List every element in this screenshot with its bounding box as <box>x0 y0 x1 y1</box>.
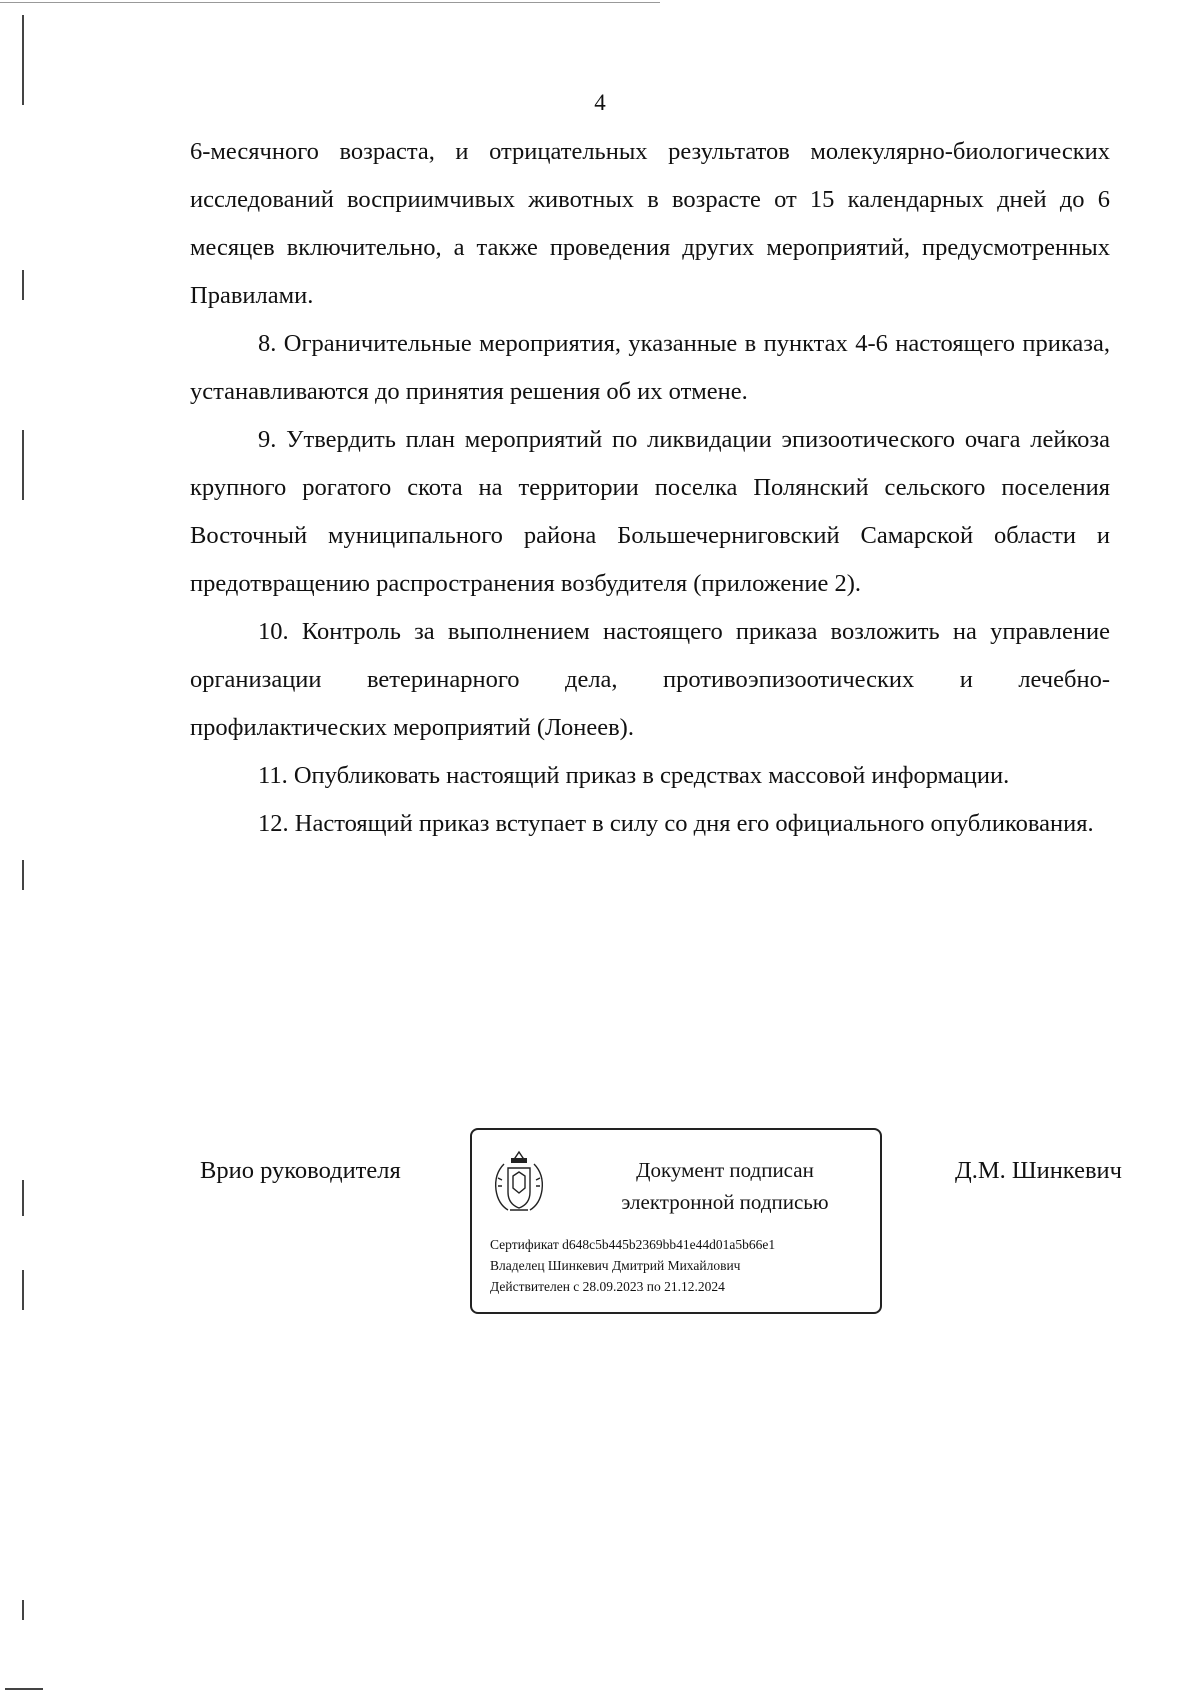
scan-edge-mark <box>22 1600 24 1620</box>
stamp-title-line1: Документ подписан <box>636 1158 814 1182</box>
scan-edge-mark <box>22 1270 24 1310</box>
stamp-title <box>590 1154 860 1218</box>
electronic-signature-stamp <box>470 1128 882 1314</box>
signatory-name: Д.М. Шинкевич <box>955 1157 1122 1184</box>
certificate-number: Сертификат d648c5b445b2369bb41e44d01a5b66e1 <box>490 1237 776 1252</box>
paragraph-9: 9. Утвердить план мероприятий по ликвидации эпизоотического очага лейкоза крупного рогатого скота на территории поселка Полянский сельского поселения Восточный муниципального района Большечерниговский Самарской области и предотвращению распространения возбудителя (приложение 2). <box>190 426 1110 597</box>
scan-edge-mark <box>5 1688 43 1690</box>
certificate-owner: Владелец Шинкевич Дмитрий Михайлович <box>490 1258 741 1273</box>
paragraph-8: 8. Ограничительные мероприятия, указанные в пунктах 4-6 настоящего приказа, устанавливаются до принятия решения об их отмене. <box>190 330 1110 405</box>
stamp-details <box>490 1234 775 1297</box>
paragraph-continuation: 6-месячного возраста, и отрицательных результатов молекулярно-биологических исследований восприимчивых животных в возрасте от 15 календарных дней до 6 месяцев включительно, а также проведения других мероприятий, предусмотренных Правилами. <box>190 138 1110 309</box>
scan-edge-mark <box>22 1180 24 1216</box>
stamp-title-line2: электронной подписью <box>621 1190 829 1214</box>
paragraph-10: 10. Контроль за выполнением настоящего приказа возложить на управление организации ветеринарного дела, противоэпизоотических и лечебно-профилактических мероприятий (Лонеев). <box>190 618 1110 741</box>
document-body <box>190 128 1110 848</box>
paragraph-11: 11. Опубликовать настоящий приказ в средствах массовой информации. <box>258 762 1010 789</box>
scan-edge-mark <box>22 15 24 105</box>
coat-of-arms-icon <box>490 1148 548 1216</box>
scan-top-dash <box>0 2 660 3</box>
certificate-validity: Действителен с 28.09.2023 по 21.12.2024 <box>490 1279 725 1294</box>
scan-edge-mark <box>22 860 24 890</box>
page-number: 4 <box>594 90 606 115</box>
scan-edge-mark <box>22 430 24 500</box>
scan-edge-mark <box>22 270 24 300</box>
coat-of-arms-graphic <box>490 1148 548 1216</box>
paragraph-12: 12. Настоящий приказ вступает в силу со дня его официального опубликования. <box>258 810 1094 837</box>
signatory-position: Врио руководителя <box>200 1157 401 1184</box>
